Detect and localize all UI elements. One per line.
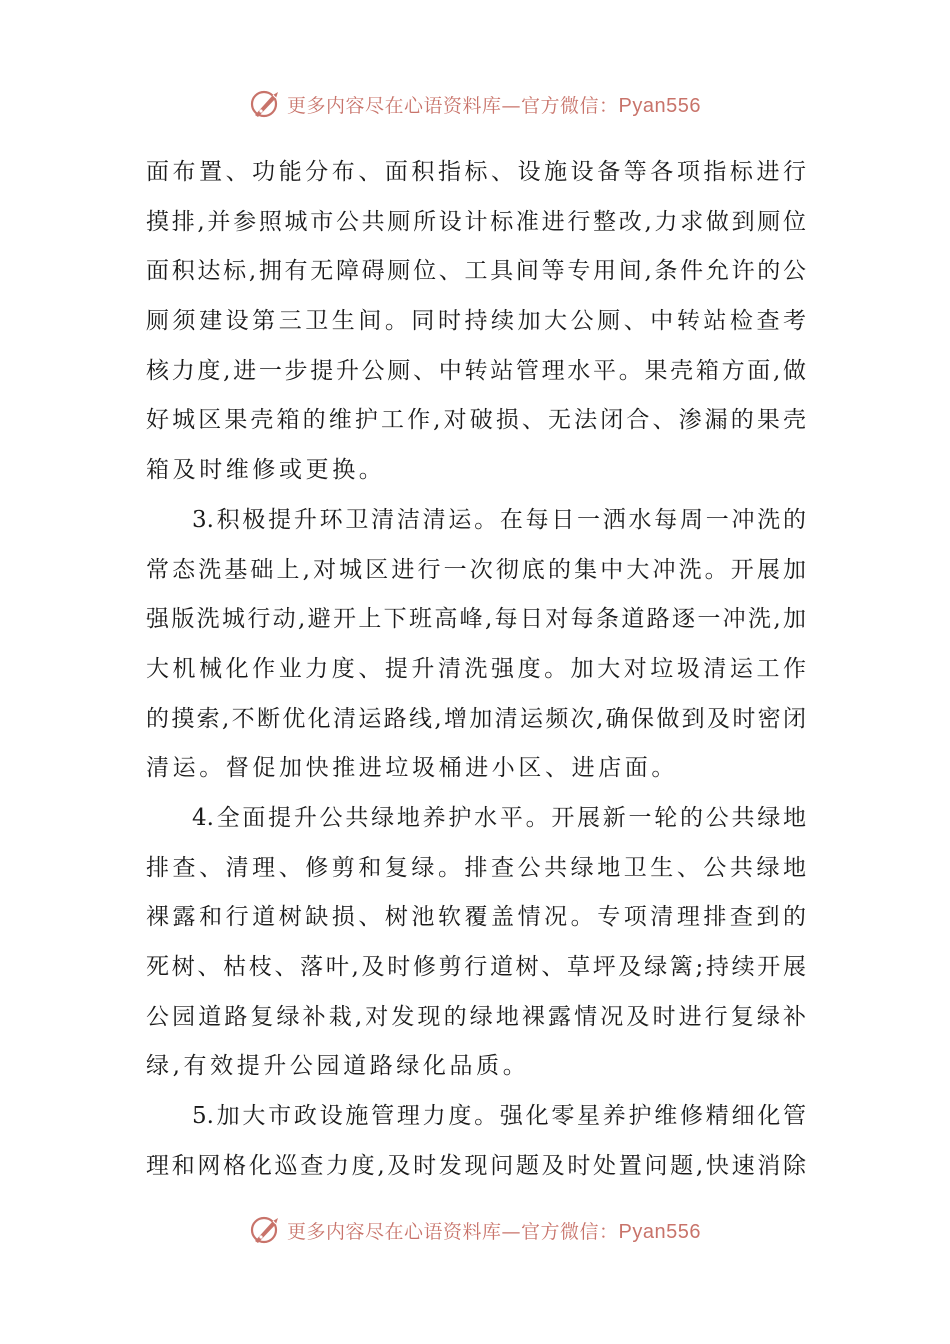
document-body bbox=[146, 148, 806, 1191]
pen-nib-logo-icon bbox=[249, 1213, 283, 1247]
text-line: 大机械化作业力度、提升清洗强度。加大对垃圾清运工作 bbox=[146, 655, 806, 682]
header-wechat-id: Pyan556 bbox=[618, 94, 701, 117]
section-heading-line: 3.积极提升环卫清洁清运。在每日一洒水每周一冲洗的 bbox=[192, 506, 806, 533]
text-line: 核力度,进一步提升公厕、中转站管理水平。果壳箱方面,做 bbox=[146, 357, 806, 384]
text-line: 摸排,并参照城市公共厕所设计标准进行整改,力求做到厕位 bbox=[146, 208, 806, 235]
text-line: 清运。督促加快推进垃圾桶进小区、进店面。 bbox=[146, 755, 678, 782]
text-line: 排查、清理、修剪和复绿。排查公共绿地卫生、公共绿地 bbox=[146, 854, 806, 881]
text-line: 强版洗城行动,避开上下班高峰,每日对每条道路逐一冲洗,加 bbox=[146, 606, 806, 633]
text-line: 公园道路复绿补栽,对发现的绿地裸露情况及时进行复绿补 bbox=[146, 1003, 806, 1030]
text-line: 死树、枯枝、落叶,及时修剪行道树、草坪及绿篱;持续开展 bbox=[146, 954, 806, 980]
header-banner-text: 更多内容尽在心语资料库—官方微信：Pyan556 bbox=[287, 94, 701, 117]
text-line: 绿,有效提升公园道路绿化品质。 bbox=[146, 1053, 530, 1080]
pen-nib-logo-icon bbox=[249, 87, 283, 121]
footer-banner-text: 更多内容尽在心语资料库—官方微信：Pyan556 bbox=[287, 1220, 701, 1243]
footer-wechat-id: Pyan556 bbox=[618, 1220, 701, 1243]
text-line: 常态洗基础上,对城区进行一次彻底的集中大冲洗。开展加 bbox=[146, 556, 806, 583]
text-line: 理和网格化巡查力度,及时发现问题及时处置问题,快速消除 bbox=[146, 1152, 806, 1179]
text-line: 面积达标,拥有无障碍厕位、工具间等专用间,条件允许的公 bbox=[146, 258, 806, 285]
text-line: 好城区果壳箱的维护工作,对破损、无法闭合、渗漏的果壳 bbox=[146, 407, 806, 434]
text-line: 厕须建设第三卫生间。同时持续加大公厕、中转站检查考 bbox=[146, 308, 806, 335]
footer-banner bbox=[0, 1210, 950, 1250]
text-line: 的摸索,不断优化清运路线,增加清运频次,确保做到及时密闭 bbox=[146, 705, 806, 732]
text-line: 箱及时维修或更换。 bbox=[146, 457, 386, 484]
section-heading-line: 4.全面提升公共绿地养护水平。开展新一轮的公共绿地 bbox=[192, 804, 806, 831]
text-line: 裸露和行道树缺损、树池软覆盖情况。专项清理排查到的 bbox=[146, 904, 806, 931]
header-banner bbox=[0, 84, 950, 124]
section-heading-line: 5.加大市政设施管理力度。强化零星养护维修精细化管 bbox=[192, 1103, 806, 1130]
text-line: 面布置、功能分布、面积指标、设施设备等各项指标进行 bbox=[146, 159, 806, 185]
